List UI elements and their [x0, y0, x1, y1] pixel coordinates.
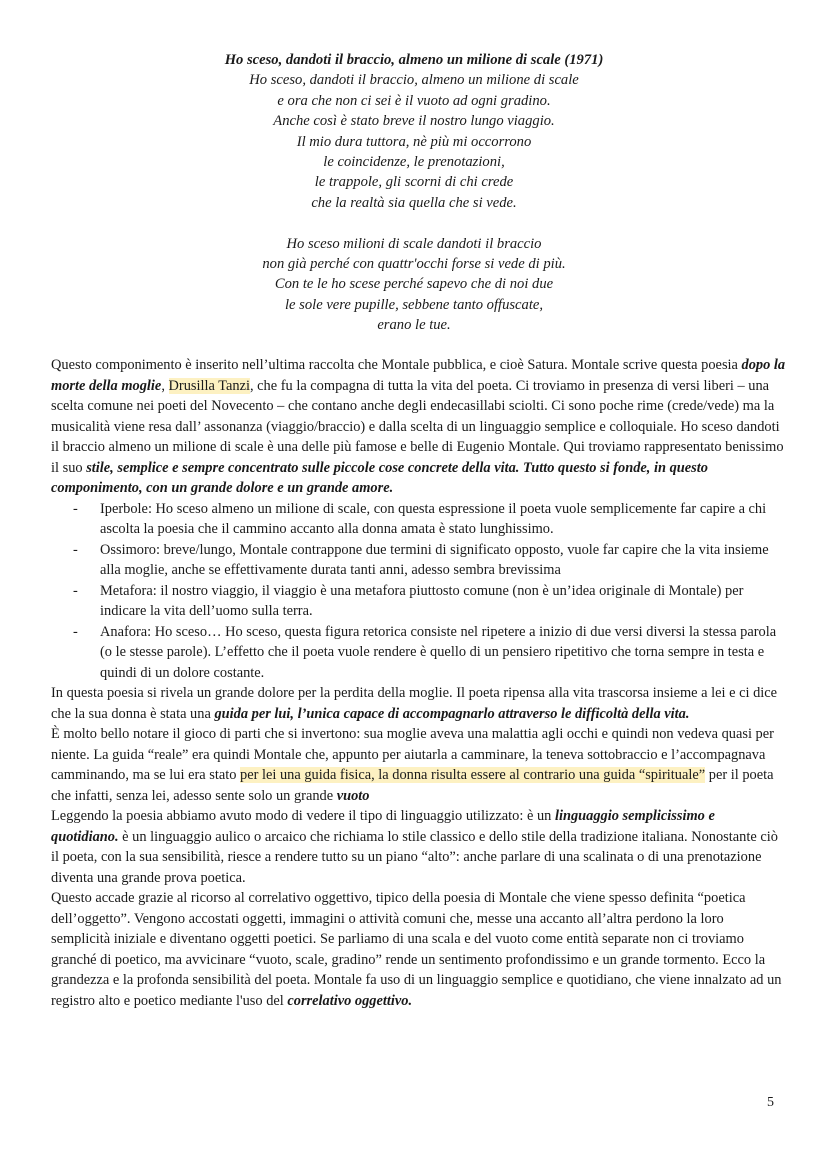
poem-line: Ho sceso milioni di scale dandoti il braccio [286, 235, 542, 252]
bullet-dash: - [73, 623, 78, 640]
stanza-gap [0, 213, 828, 233]
paragraph-correlative: Questo accade grazie al ricorso al correlativo oggettivo, tipico della poesia di Montale che viene spesso definita “poetica dell’oggetto”. Vengono accostati oggetti, immagini o attività comuni che, messe una accanto all’altra perdono la loro semplicità iniziale e diventano oggetti poetici. Se parliamo di una scala e del vuoto come entità separate non ci troviamo granché di poetico, ma avvicinare “vuoto, scale, gradino” rende un sentimento profondissimo e un grande tormento. Ecco la grandezza e la profonda sensibilità del poeta. Montale fa uso di un linguaggio semplice e quotidiano, che viene innalzato ad un registro alto e poetico mediante l'uso del correlativo oggettivo. [51, 890, 782, 1009]
list-item: - Iperbole: Ho sceso almeno un milione di scale, con questa espressione il poeta vuole semplicemente far capire a chi ascolta la poesia che il cammino accanto alla donna amata è stato lunghissimo. [73, 500, 767, 537]
poem-line: le sole vere pupille, sebbene tanto offuscate, [284, 296, 544, 313]
list-item: - Metafora: il nostro viaggio, il viaggio è una metafora piuttosto comune (non è un’idea originale di Montale) per indicare la vita dell’uomo sulla terra. [73, 582, 744, 619]
poem-line: le trappole, gli scorni di chi crede [314, 174, 514, 191]
list-item: - Ossimoro: breve/lungo, Montale contrappone due termini di significato opposto, vuole far capire che la vita insieme alla moglie, anche se effettivamente durata tanti anni, adesso sembra brevissima [73, 541, 769, 578]
emphasis: linguaggio semplicissimo e quotidiano. [51, 808, 715, 845]
analysis-text [51, 355, 786, 1011]
bullet-dash: - [73, 582, 78, 599]
emphasis: dopo la morte della moglie [51, 357, 786, 394]
highlighted-text: Drusilla Tanzi [168, 377, 250, 394]
rhetorical-figures-list [51, 499, 786, 684]
poem-line: che la realtà sia quella che si vede. [311, 194, 517, 211]
emphasis: correlativo oggettivo. [287, 992, 413, 1009]
poem-line: le coincidenze, le prenotazioni, [323, 154, 505, 171]
bullet-dash: - [73, 500, 78, 517]
intro-paragraph: Questo componimento è inserito nell’ultima raccolta che Montale pubblica, e cioè Satura. Montale scrive questa poesia dopo la morte della moglie, Drusilla Tanzi, che fu la compagna di tutta la vita del poeta. Ci troviamo in presenza di versi liberi – una scelta comune nei poeti del Novecento – che contano anche degli endecasillabi sciolti. Ci sono poche rime (crede/vede) ma la musicalità viene resa dall’ assonanza (viaggio/braccio) e dalla scelta di un linguaggio semplice e colloquiale. Ho sceso dandoti il braccio almeno un milione di scale è una delle più famose e belle di Eugenio Montale. Qui troviamo rappresentato benissimo il suo stile, semplice e sempre concentrato sulle piccole cose concrete della vita. Tutto questo si fonde, in questo componimento, con un grande dolore e un grande amore. [51, 357, 786, 496]
poem-line: e ora che non ci sei è il vuoto ad ogni gradino. [277, 92, 551, 109]
poem-line: non già perché con quattr'occhi forse si vede di più. [262, 256, 566, 273]
emphasis: guida per lui, l’unica capace di accompagnarlo attraverso le difficoltà della vita. [214, 705, 690, 722]
poem-line: Con te le ho scese perché sapevo che di noi due [274, 276, 554, 293]
highlighted-text: per lei una guida fisica, la donna risulta essere al contrario una guida “spirituale” [240, 767, 706, 783]
bullet-dash: - [73, 541, 78, 558]
emphasis: stile, semplice e sempre concentrato sulle piccole cose concrete della vita. Tutto questo si fonde, in questo componimento, con un grande dolore e un grande amore. [51, 459, 708, 496]
poem-title: Ho sceso, dandoti il braccio, almeno un milione di scale (1971) [224, 52, 604, 68]
list-item: - Anafora: Ho sceso… Ho sceso, questa figura retorica consiste nel ripetere a inizio di due versi diversi la stessa parola (o le stesse parole). L’effetto che il poeta vuole rendere è quello di un pensiero ripetitivo che torna sempre in testa e quindi di un dolore costante. [73, 623, 777, 681]
poem-line: Il mio dura tuttora, nè più mi occorrono [296, 133, 532, 150]
page-number: 5 [767, 1095, 774, 1110]
paragraph-language: Leggendo la poesia abbiamo avuto modo di vedere il tipo di linguaggio utilizzato: è un linguaggio semplicissimo e quotidiano. è un linguaggio aulico o arcaico che richiama lo stile classico e dello stile della tradizione italiana. Nonostante ciò il poeta, con la sua sensibilità, riesce a rendere tutto su un piano “alto”: anche parlare di una scalinata o di una prenotazione diventa una grande prova poetica. [51, 808, 778, 886]
poem-line: Anche così è stato breve il nostro lungo viaggio. [273, 113, 555, 130]
paragraph-loss: In questa poesia si rivela un grande dolore per la perdita della moglie. Il poeta ripensa alla vita trascorsa insieme a lei e ci dice che la sua donna è stata una guida per lui, l’unica capace di accompagnarlo attraverso le difficoltà della vita. [51, 685, 778, 722]
poem-block [0, 50, 828, 336]
paragraph-roles: È molto bello notare il gioco di parti che si invertono: sua moglie aveva una malattia agli occhi e quindi non vedeva quasi per niente. La guida “reale” era quindi Montale che, appunto per aiutarla a camminare, la teneva sottobraccio e l’accompagnava camminando, ma se lui era stato per lei una guida fisica, la donna risulta essere al contrario una guida “spirituale” per il poeta che infatti, senza lei, adesso sente solo un grande vuoto [51, 726, 774, 804]
poem-line: erano le tue. [377, 317, 451, 334]
poem-line: Ho sceso, dandoti il braccio, almeno un milione di scale [249, 72, 579, 89]
emphasis: vuoto [336, 787, 370, 804]
